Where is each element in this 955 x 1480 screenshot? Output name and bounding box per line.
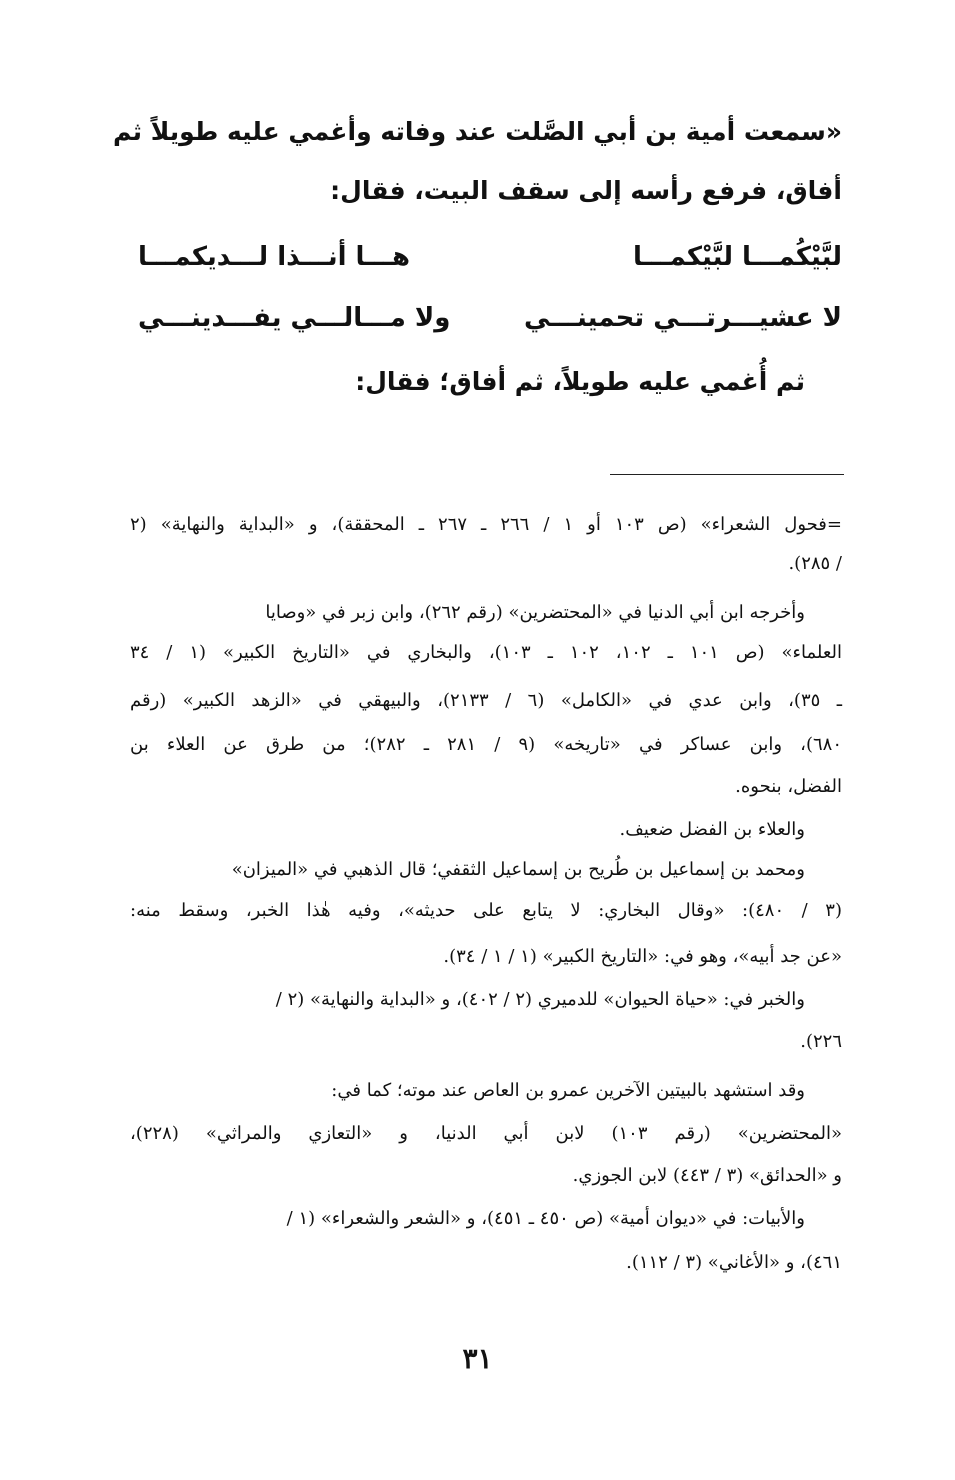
footnote-line: ٦٨٠)، وابن عساكر في «تاريخه» (٩ / ٢٨١ ـ ٢٨٢)؛ من طرق عن العلاء بن bbox=[130, 734, 843, 755]
footnote-line: ٤٦١)، و «الأغاني» (٣ / ١١٢). bbox=[626, 1252, 842, 1273]
footnote-line: «عن جد أبيه»، وهو في: «التاريخ الكبير» (١ / ١ / ٣٤). bbox=[443, 946, 842, 967]
footnote-line: والأبيات: في «ديوان أمية» (ص ٤٥٠ ـ ٤٥١)، و «الشعر والشعراء» (١ / bbox=[286, 1208, 805, 1229]
footnote-line: والخبر في: «حياة الحيوان» للدميري (٢ / ٤٠٢)، و «البداية والنهاية» (٢ / bbox=[275, 989, 805, 1010]
main-text-line-3: ثم أُغمي عليه طويلاً، ثم أفاق؛ فقال: bbox=[355, 367, 805, 396]
footnote-line: وقد استشهد بالبيتين الآخرين عمرو بن العاص عند موته؛ كما في: bbox=[331, 1080, 805, 1101]
main-text-line-1: «سمعت أمية بن أبي الصَّلت عند وفاته وأغمي عليه طويلاً ثم bbox=[113, 117, 842, 146]
footnote-separator bbox=[610, 474, 844, 475]
verse-1-second-hemistich: هـــا أنـــذا لـــديكمـــا bbox=[138, 242, 410, 272]
footnote-line: «المحتضرين» (رقم ١٠٣) لابن أبي الدنيا، و «التعازي والمراثي» (٢٢٨)، bbox=[130, 1123, 843, 1144]
footnote-line: العلماء» (ص ١٠١ ـ ١٠٢، ١٠٢ ـ ١٠٣)، والبخاري في «التاريخ الكبير» (١ / ٣٤ bbox=[130, 642, 843, 663]
footnote-line: ـ ٣٥)، وابن عدي في «الكامل» (٦ / ٢١٣٣)، والبيهقي في «الزهد الكبير» (رقم bbox=[130, 690, 843, 711]
footnote-line: الفضل، بنحوه. bbox=[735, 776, 842, 797]
footnote-line: والعلاء بن الفضل ضعيف. bbox=[619, 819, 805, 840]
footnote-line: ٢٢٦). bbox=[800, 1031, 842, 1052]
footnote-line: و «الحدائق» (٣ / ٤٤٣) لابن الجوزي. bbox=[572, 1165, 842, 1186]
page-number: ٣١ bbox=[462, 1342, 493, 1375]
verse-1-first-hemistich: لبَّيْكُمـــا لبَّيْكمـــا bbox=[633, 242, 842, 272]
main-text-line-2: أفاق، فرفع رأسه إلى سقف البيت، فقال: bbox=[330, 176, 842, 205]
verse-2-first-hemistich: لا عشيـــرتـــي تحمينـــي bbox=[524, 303, 842, 333]
footnote-line: وأخرجه ابن أبي الدنيا في «المحتضرين» (رقم ٢٦٢)، وابن زبر في «وصايا bbox=[265, 602, 805, 623]
footnote-line: (٣ / ٤٨٠): «وقال البخاري: لا يتابع على حديثه»، وفيه هٰذا الخبر، وسقط منه: bbox=[130, 900, 842, 921]
verse-2-second-hemistich: ولا مـــالـــي يفـــدينـــي bbox=[138, 303, 451, 333]
footnote-line: / ٢٨٥). bbox=[788, 553, 842, 574]
footnote-line: ومحمد بن إسماعيل بن طُريح بن إسماعيل الثقفي؛ قال الذهبي في «الميزان» bbox=[231, 859, 805, 880]
footnote-line: =فحول الشعراء» (ص ١٠٣ أو ١ / ٢٦٦ ـ ٢٦٧ ـ المحققة)، و «البداية والنهاية» (٢ bbox=[130, 514, 842, 535]
